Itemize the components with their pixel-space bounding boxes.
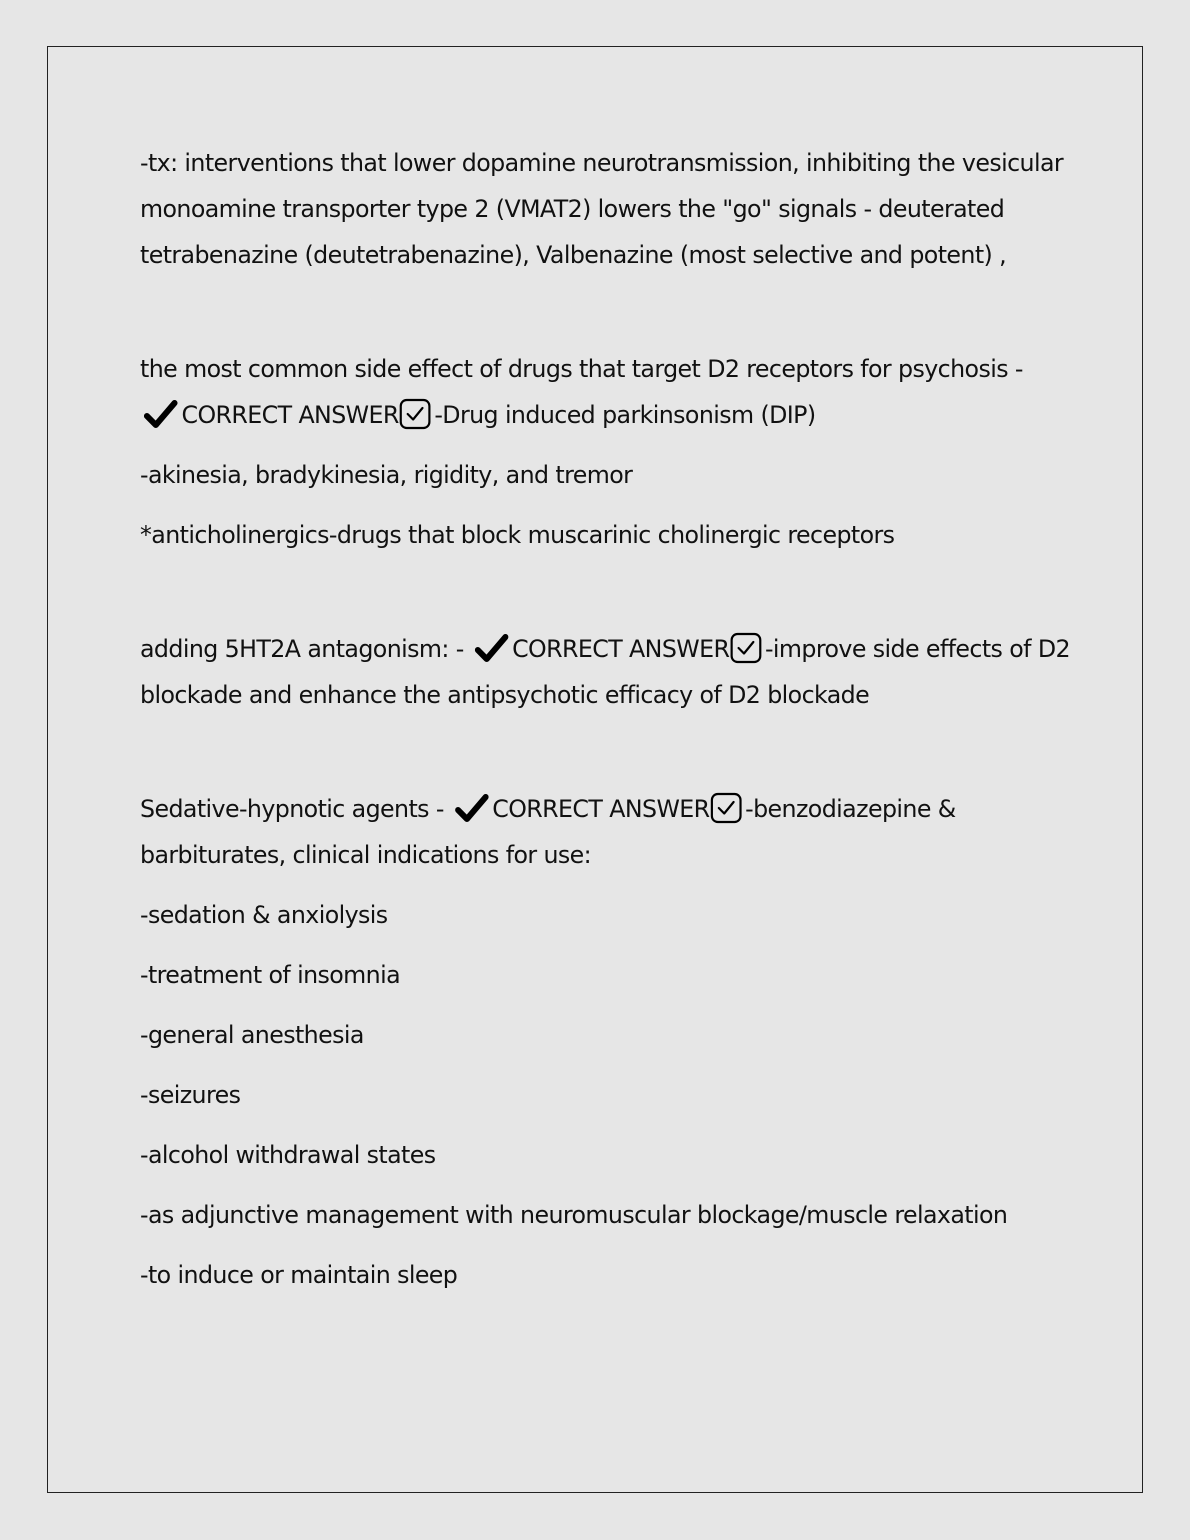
question-answer-line: [140, 626, 1070, 672]
check-mark-icon: [475, 633, 509, 663]
answer-label: CORRECT ANSWER: [181, 401, 399, 429]
answer-text: -improve side effects of D2: [764, 635, 1070, 663]
qa-block-5ht2a: [140, 626, 1070, 718]
checkbox-checked-icon: [399, 397, 433, 431]
qa-block-sedative: [140, 786, 1049, 1298]
answer-continuation: blockade and enhance the antipsychotic efficacy of D2 blockade: [140, 681, 870, 709]
text-line: monoamine transporter type 2 (VMAT2) lowers the "go" signals - deuterated: [140, 195, 1005, 223]
list-item: -sedation & anxiolysis: [140, 901, 388, 929]
question-text: Sedative-hypnotic agents -: [140, 795, 444, 823]
tx-paragraph: [140, 140, 1064, 278]
list-item: -general anesthesia: [140, 1021, 364, 1049]
check-mark-icon: [144, 399, 178, 429]
list-item: *anticholinergics-drugs that block muscarinic cholinergic receptors: [140, 521, 895, 549]
list-item: -akinesia, bradykinesia, rigidity, and tremor: [140, 461, 633, 489]
qa-block-dip: [140, 346, 1049, 558]
answer-line: [140, 392, 1049, 438]
answer-continuation: barbiturates, clinical indications for use:: [140, 841, 592, 869]
list-item: -treatment of insomnia: [140, 961, 401, 989]
check-mark-icon: [455, 793, 489, 823]
checkbox-checked-icon: [729, 631, 763, 665]
answer-text: -Drug induced parkinsonism (DIP): [434, 401, 816, 429]
list-item: -seizures: [140, 1081, 241, 1109]
answer-label: CORRECT ANSWER: [492, 795, 710, 823]
list-item: -alcohol withdrawal states: [140, 1141, 436, 1169]
checkbox-checked-icon: [710, 791, 744, 825]
question-answer-line: [140, 786, 1049, 832]
question-text: the most common side effect of drugs that target D2 receptors for psychosis -: [140, 355, 1023, 383]
document-content: [140, 140, 1070, 1298]
question-text: adding 5HT2A antagonism: -: [140, 635, 464, 663]
text-line: tetrabenazine (deutetrabenazine), Valbenazine (most selective and potent) ,: [140, 241, 1007, 269]
list-item: -to induce or maintain sleep: [140, 1261, 458, 1289]
text-line: -tx: interventions that lower dopamine neurotransmission, inhibiting the vesicular: [140, 149, 1064, 177]
answer-text: -benzodiazepine &: [745, 795, 956, 823]
list-item: -as adjunctive management with neuromuscular blockage/muscle relaxation: [140, 1201, 1008, 1229]
answer-label: CORRECT ANSWER: [512, 635, 730, 663]
